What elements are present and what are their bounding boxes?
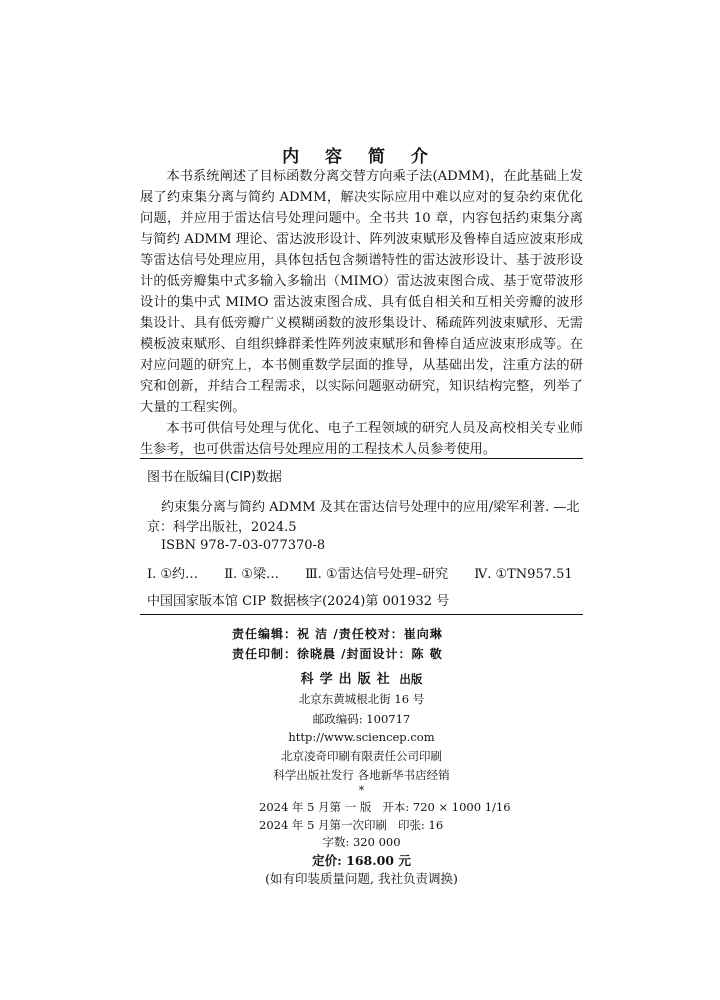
cip-class-item: Ⅳ. ①TN957.51 <box>474 567 573 582</box>
edition-line <box>259 799 511 815</box>
cip-title-line-cont: 京：科学出版社，2024.5 <box>147 520 297 535</box>
cip-class-item: Ⅰ. ①约… <box>147 567 199 582</box>
cip-title-line: 约束集分离与简约 ADMM 及其在雷达信号处理中的应用/梁军利著. —北 <box>161 500 580 515</box>
cip-class-item: Ⅱ. ①梁… <box>224 567 279 582</box>
separator-star: * <box>358 784 365 797</box>
content-summary <box>140 166 583 460</box>
publisher-line <box>140 668 583 687</box>
format: 开本: 720 × 1000 1/16 <box>382 800 511 814</box>
sheets: 印张: 16 <box>398 818 444 832</box>
cip-header: 图书在版编目(CIP)数据 <box>147 470 282 485</box>
summary-paragraph: 本书系统阐述了目标函数分离交替方向乘子法(ADMM)，在此基础上发展了约束集分离与简约 ADMM，解决实际应用中难以应对的复杂约束优化问题，并应用于雷达信号处理问题中。全书共 10 章，内容包括约束集分离与简约 ADMM 理论、雷达波形设计、阵列波束赋形及鲁棒自适应波束形成等雷达信号处理应用，具体包括包含频谱特性的雷达波形设计、基于波形设计的低旁瓣集中式多输入多输出（MIMO）雷达波束图合成、基于宽带波形设计的集中式 MIMO 雷达波束图合成、具有低自相关和互相关旁瓣的波形集设计、具有低旁瓣广义模糊函数的波形集设计、稀疏阵列波束赋形、无需模板波束赋形、自组织蜂群柔性阵列波束赋形和鲁棒自适应波束形成等。在对应问题的研究上，本书侧重数学层面的推导，从基础出发，注重方法的研究和创新，并结合工程需求，以实际问题驱动研究，知识结构完整，列举了大量的工程实例。 <box>140 169 583 415</box>
printer-line: 北京凌奇印刷有限责任公司印刷 <box>281 749 442 763</box>
summary-paragraph: 本书可供信号处理与优化、电子工程领域的研究人员及高校相关专业师生参考，也可供雷达信号处理应用的工程技术人员参考使用。 <box>140 421 583 457</box>
cip-classifications <box>147 563 595 582</box>
publisher-postcode: 邮政编码: 100717 <box>312 712 411 726</box>
printing-line <box>259 817 443 833</box>
publisher-website: http://www.sciencep.com <box>288 730 435 744</box>
edition: 2024 年 5 月第 一 版 <box>259 800 372 814</box>
distribution-line: 科学出版社发行 各地新华书店经销 <box>273 768 450 782</box>
notice: (如有印装质量问题, 我社负责调换) <box>265 871 458 886</box>
staff-production: 责任印制：徐晓晨 /封面设计：陈 敬 <box>232 647 443 661</box>
publisher-suffix: 出版 <box>399 672 423 686</box>
page-title: 内 容 简 介 <box>282 147 438 167</box>
cip-approval-number: 中国国家版本馆 CIP 数据核字(2024)第 001932 号 <box>147 594 450 609</box>
cip-top-rule <box>140 458 583 459</box>
staff-editors: 责任编辑：祝 洁 /责任校对：崔向琳 <box>232 627 443 641</box>
price: 定价: 168.00 元 <box>312 853 411 868</box>
cip-class-item: Ⅲ. ①雷达信号处理–研究 <box>305 567 449 582</box>
cip-isbn: ISBN 978-7-03-077370-8 <box>161 538 326 553</box>
publisher-address: 北京东黄城根北街 16 号 <box>298 692 425 706</box>
printing: 2024 年 5 月第一次印刷 <box>259 818 388 832</box>
publisher-logo-text: 科学出版社 <box>300 672 396 687</box>
word-count: 字数: 320 000 <box>322 835 401 849</box>
cip-bottom-rule <box>140 614 583 615</box>
